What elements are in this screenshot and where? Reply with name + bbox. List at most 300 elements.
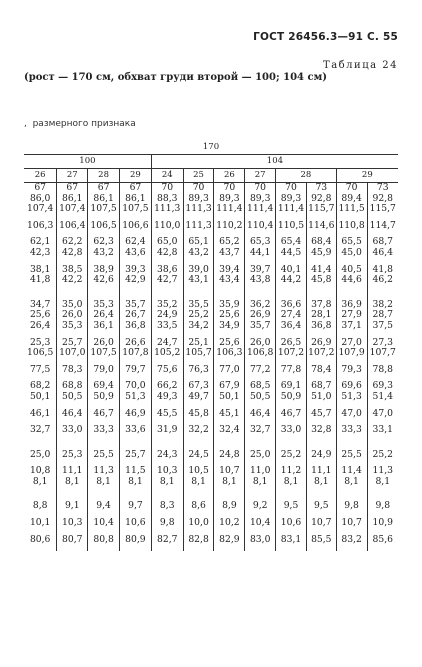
table-cell	[151, 381, 183, 408]
cell-value: 25,3	[62, 448, 83, 460]
cell-value: 106,8	[247, 347, 274, 359]
table-row	[24, 425, 398, 442]
table-cell	[120, 265, 152, 292]
table-cell	[336, 221, 367, 238]
table-cell	[367, 381, 398, 408]
table-cell	[151, 365, 183, 382]
cell-value: 8,1	[96, 475, 111, 487]
cell-value: 44,2	[280, 274, 302, 286]
cell-value: 46,4	[249, 407, 271, 419]
table-cell	[120, 221, 152, 238]
cell-value: 33,0	[62, 424, 83, 436]
cell-value: 111,3	[185, 219, 212, 231]
cell-value: 111,4	[277, 203, 305, 215]
table-cell	[214, 381, 245, 408]
cell-value: 45,9	[311, 246, 332, 258]
column-note	[24, 119, 136, 129]
table-cell	[336, 237, 367, 264]
cell-value: 8,1	[283, 475, 299, 487]
cell-value: 79,0	[93, 363, 114, 375]
cell-value: 8,1	[222, 475, 237, 487]
cell-value: 9,2	[252, 500, 268, 512]
table-cell	[306, 518, 336, 535]
table-cell	[183, 450, 214, 467]
chest-group-100: 100	[24, 155, 151, 169]
cell-value: 36,8	[311, 319, 332, 331]
cell-value: 11,1	[62, 465, 83, 477]
table-cell	[88, 450, 120, 467]
cell-value: 70	[161, 182, 174, 193]
table-cell	[88, 501, 120, 518]
cell-value: 35,0	[62, 298, 83, 310]
cell-value: 8,1	[32, 475, 48, 487]
table-cell	[276, 221, 307, 238]
table-cell	[151, 409, 183, 426]
table-cell	[367, 518, 398, 535]
cell-value: 68,7	[311, 380, 332, 392]
table-row	[24, 466, 398, 493]
cell-value: 65,4	[280, 236, 302, 248]
cell-value: 62,2	[62, 236, 83, 248]
table-cell	[336, 338, 367, 365]
cell-value: 26,9	[311, 336, 332, 348]
table-cell	[183, 425, 214, 442]
table-cell	[151, 338, 183, 365]
cell-value: 66,2	[157, 380, 178, 392]
height-header: 170	[24, 141, 398, 155]
cell-value: 36,9	[341, 298, 362, 310]
cell-value: 42,6	[93, 274, 114, 286]
cell-value: 51,4	[372, 390, 393, 402]
cell-value: 11,5	[125, 465, 146, 477]
table-cell	[214, 450, 245, 467]
table-cell	[88, 300, 120, 338]
table-cell	[276, 425, 307, 442]
table-cell	[24, 425, 57, 442]
table-cell	[88, 518, 120, 535]
cell-value: 40,1	[280, 263, 302, 275]
table-cell	[183, 265, 214, 292]
cell-value: 105,7	[185, 347, 212, 359]
table-cell	[306, 501, 336, 518]
row-spacer	[214, 545, 244, 551]
cell-value: 42,8	[62, 246, 83, 258]
table-cell	[336, 265, 367, 292]
table-cell	[276, 183, 307, 221]
table-cell	[276, 409, 307, 426]
cell-value: 25,6	[219, 336, 240, 348]
cell-value: 38,5	[62, 263, 83, 275]
table-row	[24, 265, 398, 292]
cell-value: 41,8	[372, 263, 393, 275]
table-cell	[245, 221, 276, 238]
cell-value: 8,1	[375, 475, 391, 487]
cell-value: 50,5	[62, 390, 83, 402]
cell-value: 10,2	[219, 517, 240, 529]
table-cell	[24, 409, 57, 426]
cell-value: 106,3	[27, 219, 54, 231]
cell-value: 28,7	[372, 309, 393, 321]
cell-value: 82,9	[219, 533, 240, 545]
cell-value: 78,3	[62, 363, 83, 375]
table-row	[24, 409, 398, 426]
cell-value: 107,2	[277, 347, 305, 359]
row-spacer	[152, 545, 183, 551]
cell-value: 70	[254, 182, 267, 193]
cell-value: 89,4	[341, 192, 362, 204]
table-cell	[57, 450, 88, 467]
cell-value: 50,9	[93, 390, 114, 402]
table-cell	[306, 466, 336, 493]
table-cell	[120, 450, 152, 467]
cell-value: 26,6	[125, 336, 146, 348]
table-cell	[367, 300, 398, 338]
table-cell	[214, 265, 245, 292]
cell-value: 83,0	[249, 533, 271, 545]
table-cell	[24, 338, 57, 365]
cell-value: 10,3	[157, 465, 178, 477]
cell-value: 39,3	[125, 263, 146, 275]
cell-value: 92,8	[372, 192, 393, 204]
cell-value: 89,3	[188, 192, 209, 204]
cell-value: 115,7	[369, 203, 396, 215]
table-cell	[245, 518, 276, 535]
table-cell	[306, 535, 336, 552]
table-cell	[151, 183, 183, 221]
table-cell	[306, 237, 336, 264]
table-cell	[245, 425, 276, 442]
cell-value: 35,3	[62, 319, 83, 331]
cell-value: 35,7	[125, 298, 146, 310]
cell-value: 11,0	[249, 465, 271, 477]
table-cell	[276, 365, 307, 382]
column-header: 27	[245, 169, 276, 183]
cell-value: 42,2	[62, 274, 83, 286]
table-cell	[120, 518, 152, 535]
cell-value: 9,5	[283, 500, 299, 512]
cell-value: 34,9	[219, 319, 240, 331]
cell-value: 11,2	[280, 465, 302, 477]
data-table	[24, 141, 398, 551]
table-cell	[214, 518, 245, 535]
chest-group-104: 104	[151, 155, 398, 169]
cell-value: 77,5	[29, 363, 51, 375]
table-cell	[336, 518, 367, 535]
table-cell	[57, 338, 88, 365]
cell-value: 50,5	[249, 390, 271, 402]
table-cell	[88, 365, 120, 382]
cell-value: 38,9	[93, 263, 114, 275]
cell-value: 86,0	[29, 192, 51, 204]
cell-value: 34,2	[188, 319, 209, 331]
cell-value: 38,6	[157, 263, 178, 275]
table-cell	[214, 425, 245, 442]
cell-value: 82,8	[188, 533, 209, 545]
table-cell	[24, 365, 57, 382]
table-row	[24, 501, 398, 518]
cell-value: 92,8	[311, 192, 332, 204]
table-cell	[245, 300, 276, 338]
table-cell	[57, 365, 88, 382]
cell-value: 83,2	[341, 533, 362, 545]
cell-value: 110,8	[338, 219, 365, 231]
cell-value: 25,3	[29, 336, 51, 348]
cell-value: 8,1	[313, 475, 329, 487]
row-spacer	[245, 545, 275, 551]
table-cell	[120, 409, 152, 426]
cell-value: 24,5	[188, 448, 209, 460]
table-cell	[245, 265, 276, 292]
table-caption: Таблица 24	[323, 60, 398, 71]
cell-value: 27,9	[341, 309, 362, 321]
cell-value: 40,5	[341, 263, 362, 275]
table-cell	[245, 183, 276, 221]
table-cell	[276, 300, 307, 338]
table-row	[24, 381, 398, 408]
cell-value: 51,0	[311, 390, 332, 402]
cell-value: 26,7	[125, 309, 146, 321]
table-cell	[306, 409, 336, 426]
cell-value: 10,6	[280, 517, 302, 529]
cell-value: 10,1	[29, 517, 51, 529]
table-cell	[245, 535, 276, 552]
table-row	[24, 237, 398, 264]
cell-value: 43,8	[249, 274, 271, 286]
cell-value: 70	[345, 182, 358, 193]
cell-value: 86,1	[93, 192, 114, 204]
table-cell	[336, 409, 367, 426]
column-header: 27	[57, 169, 88, 183]
row-spacer	[184, 545, 214, 551]
table-cell	[336, 535, 367, 552]
table-cell	[57, 425, 88, 442]
cell-value: 24,3	[157, 448, 178, 460]
cell-value: 43,6	[125, 246, 146, 258]
table-cell	[214, 183, 245, 221]
table-cell	[151, 221, 183, 238]
table-row	[24, 338, 398, 365]
cell-value: 62,1	[29, 236, 51, 248]
cell-value: 107,9	[338, 347, 365, 359]
column-header: 24	[151, 169, 183, 183]
cell-value: 68,4	[311, 236, 332, 248]
cell-value: 24,9	[157, 309, 178, 321]
cell-value: 27,0	[341, 336, 362, 348]
table-cell	[120, 501, 152, 518]
cell-value: 8,1	[252, 475, 268, 487]
table-cell	[88, 183, 120, 221]
table-cell	[57, 381, 88, 408]
cell-value: 35,7	[249, 319, 271, 331]
table-cell	[276, 501, 307, 518]
table-cell	[24, 300, 57, 338]
cell-value: 36,8	[125, 319, 146, 331]
cell-value: 78,4	[311, 363, 332, 375]
cell-value: 111,4	[247, 203, 274, 215]
cell-value: 42,7	[157, 274, 178, 286]
table-cell	[367, 466, 398, 493]
cell-value: 38,1	[29, 263, 51, 275]
cell-value: 70,0	[125, 380, 146, 392]
table-cell	[120, 535, 152, 552]
table-row	[24, 365, 398, 382]
table-cell	[214, 237, 245, 264]
table-cell	[24, 265, 57, 292]
cell-value: 45,8	[311, 274, 332, 286]
table-cell	[214, 221, 245, 238]
cell-value: 68,2	[29, 380, 51, 392]
cell-value: 62,4	[125, 236, 146, 248]
table-cell	[276, 518, 307, 535]
cell-value: 80,7	[62, 533, 83, 545]
cell-value: 107,0	[59, 347, 86, 359]
table-cell	[336, 300, 367, 338]
table-cell	[306, 381, 336, 408]
cell-value: 10,4	[249, 517, 271, 529]
cell-value: 46,4	[372, 246, 393, 258]
cell-value: 9,8	[159, 517, 175, 529]
cell-value: 8,1	[64, 475, 80, 487]
cell-value: 89,3	[219, 192, 240, 204]
cell-value: 27,4	[280, 309, 302, 321]
cell-value: 10,7	[219, 465, 240, 477]
cell-value: 111,5	[338, 203, 365, 215]
cell-value: 32,7	[29, 424, 51, 436]
table-row	[24, 450, 398, 467]
cell-value: 80,6	[29, 533, 51, 545]
table-cell	[88, 409, 120, 426]
cell-value: 26,0	[93, 336, 114, 348]
cell-value: 8,6	[191, 500, 206, 512]
row-spacer	[57, 545, 87, 551]
cell-value: 43,1	[188, 274, 209, 286]
table-cell	[183, 365, 214, 382]
cell-value: 41,8	[29, 274, 51, 286]
cell-value: 69,4	[93, 380, 114, 392]
cell-value: 25,6	[219, 309, 240, 321]
cell-value: 24,9	[311, 448, 332, 460]
cell-value: 107,5	[122, 203, 149, 215]
table-cell	[306, 450, 336, 467]
cell-value: 32,7	[249, 424, 271, 436]
table-cell	[120, 237, 152, 264]
cell-value: 107,5	[90, 347, 117, 359]
cell-value: 35,5	[188, 298, 209, 310]
cell-value: 27,3	[372, 336, 393, 348]
table-cell	[24, 450, 57, 467]
cell-value: 106,5	[90, 219, 117, 231]
cell-value: 25,0	[249, 448, 271, 460]
table-cell	[183, 338, 214, 365]
table-cell	[24, 221, 57, 238]
table-cell	[276, 381, 307, 408]
table-cell	[245, 450, 276, 467]
table-cell	[151, 237, 183, 264]
table-cell	[336, 425, 367, 442]
cell-value: 45,5	[157, 407, 178, 419]
table-cell	[306, 300, 336, 338]
cell-value: 107,4	[27, 203, 54, 215]
table-row	[24, 183, 398, 221]
cell-value: 11,3	[93, 465, 114, 477]
cell-value: 25,6	[29, 309, 51, 321]
table-cell	[336, 381, 367, 408]
cell-value: 110,4	[247, 219, 274, 231]
cell-value: 39,4	[219, 263, 240, 275]
table-cell	[57, 518, 88, 535]
cell-value: 62,3	[93, 236, 114, 248]
table-cell	[276, 535, 307, 552]
cell-value: 107,2	[308, 347, 335, 359]
cell-value: 49,3	[157, 390, 178, 402]
table-cell	[183, 237, 214, 264]
cell-value: 77,2	[249, 363, 271, 375]
cell-value: 65,3	[249, 236, 271, 248]
cell-value: 67,3	[188, 380, 209, 392]
cell-value: 80,8	[93, 533, 114, 545]
row-spacer	[24, 545, 56, 551]
cell-value: 34,7	[29, 298, 51, 310]
table-cell	[306, 265, 336, 292]
table-cell	[367, 237, 398, 264]
cell-value: 36,1	[93, 319, 114, 331]
cell-value: 111,3	[154, 203, 181, 215]
cell-value: 10,8	[29, 465, 51, 477]
cell-value: 31,9	[157, 424, 178, 436]
table-cell	[367, 425, 398, 442]
cell-value: 65,0	[157, 236, 178, 248]
cell-value: 44,1	[249, 246, 271, 258]
table-cell	[367, 338, 398, 365]
cell-value: 45,1	[219, 407, 240, 419]
cell-value: 47,0	[341, 407, 362, 419]
table-row	[24, 518, 398, 535]
table-cell	[57, 183, 88, 221]
cell-value: 106,5	[27, 347, 54, 359]
cell-value: 26,0	[249, 336, 271, 348]
table-cell	[24, 183, 57, 221]
table-cell	[306, 338, 336, 365]
cell-value: 37,8	[311, 298, 332, 310]
cell-value: 25,2	[188, 309, 209, 321]
cell-value: 25,2	[280, 448, 302, 460]
page-header-standard: ГОСТ 26456.3—91 С. 55	[253, 31, 398, 43]
cell-value: 65,5	[341, 236, 362, 248]
cell-value: 9,8	[375, 500, 391, 512]
table-cell	[183, 501, 214, 518]
cell-value: 9,4	[96, 500, 111, 512]
cell-value: 79,3	[341, 363, 362, 375]
cell-value: 10,0	[188, 517, 209, 529]
table-cell	[306, 183, 336, 221]
table-cell	[57, 265, 88, 292]
column-header: 29	[120, 169, 152, 183]
table-cell	[367, 450, 398, 467]
cell-value: 33,3	[341, 424, 362, 436]
cell-value: 10,6	[125, 517, 146, 529]
cell-value: 83,1	[280, 533, 302, 545]
cell-value: 37,5	[372, 319, 393, 331]
table-cell	[57, 300, 88, 338]
cell-value: 69,3	[372, 380, 393, 392]
cell-value: 105,2	[154, 347, 181, 359]
cell-value: 46,4	[62, 407, 83, 419]
cell-value: 46,9	[125, 407, 146, 419]
cell-value: 9,1	[64, 500, 80, 512]
cell-value: 46,2	[372, 274, 393, 286]
cell-value: 67	[97, 182, 110, 193]
table-cell	[214, 365, 245, 382]
